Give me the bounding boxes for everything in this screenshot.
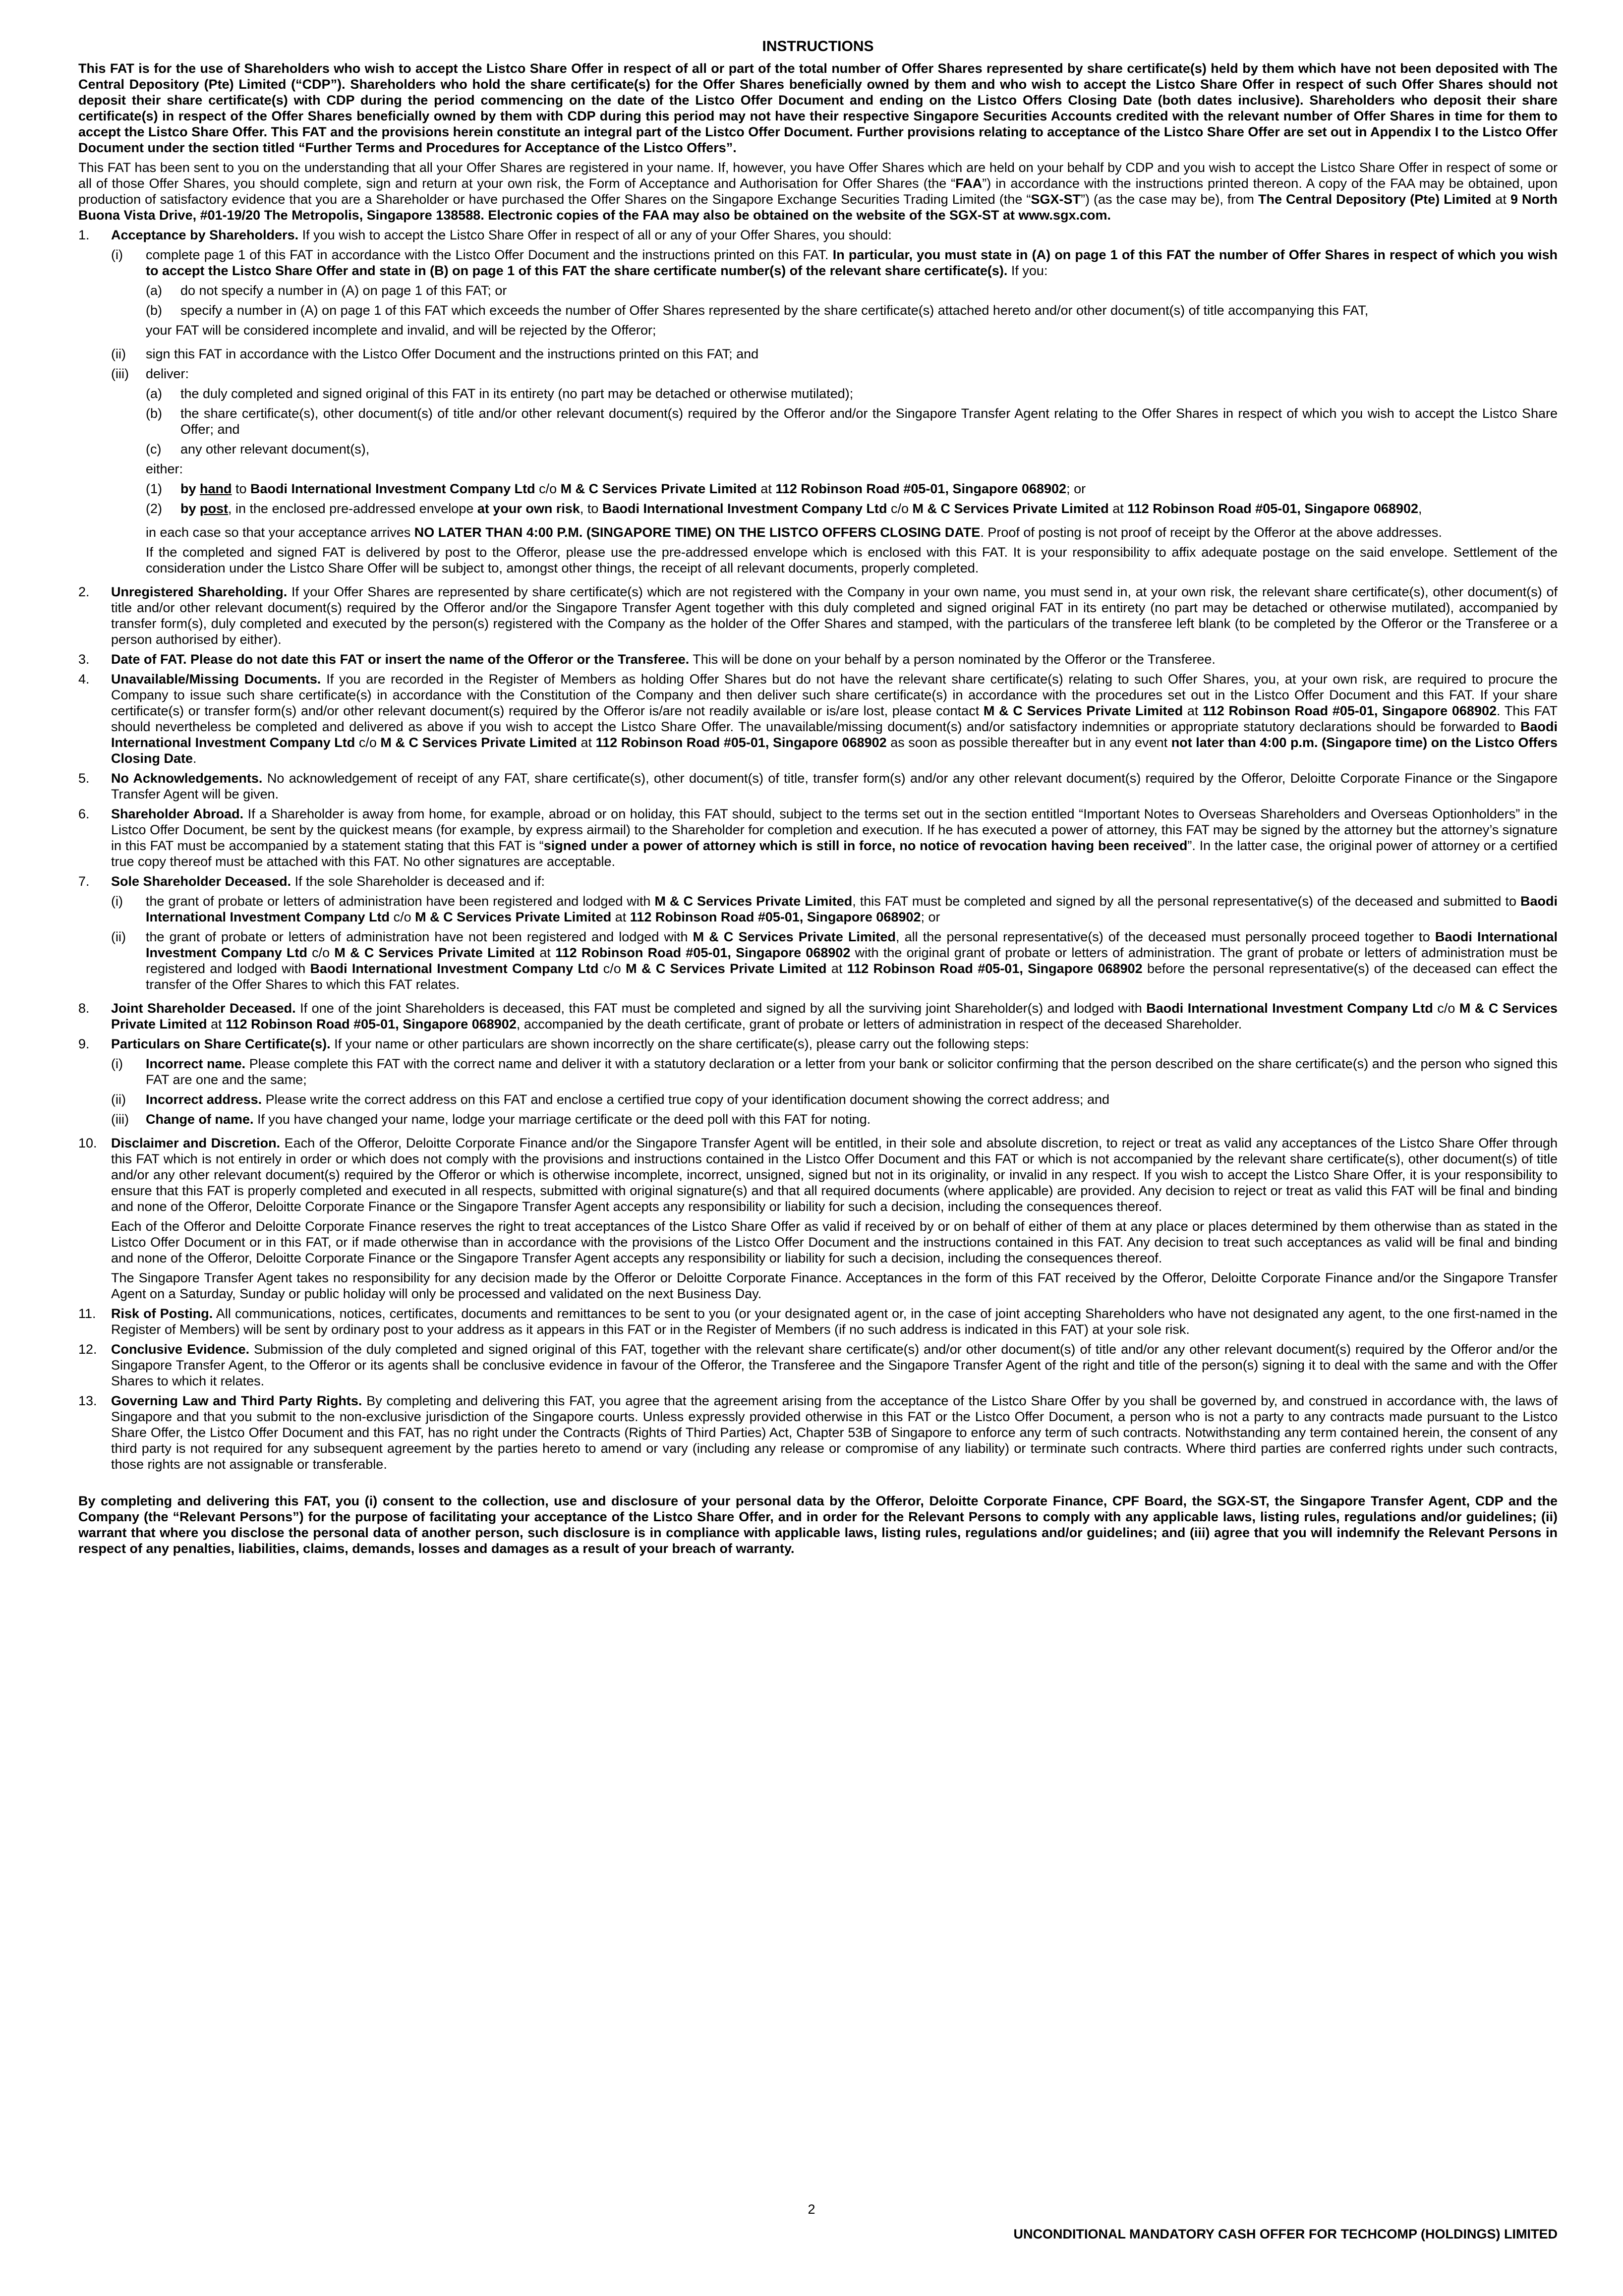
- text: the share certificate(s), other document(s) of title and/or other relevant document(s) required by the Offeror and/or the Singapore Transfer Agent relating to the Offer Shares in respect of which you wish to accept the Listco Share Offer; and: [180, 406, 1558, 437]
- subitem-ii: [111, 1091, 1558, 1107]
- text: , all the personal representative(s) of the deceased must personally proceed together to: [896, 929, 1435, 944]
- text: If a Shareholder is away from home, for example, abroad or on holiday, this FAT should, subject to the terms set out in the section entitled “Important Notes to Overseas Shareholders and Overseas Optionholders” in the Listco Offer Document, be sent by the quickest means (for example, by express airmail) to the Shareholder for completion and execution. If he has executed a power of attorney, this FAT may be signed by the attorney but the attorney’s signature in this FAT must be accompanied by a statement stating that this FAT is “: [111, 806, 1558, 853]
- subitem-number: (c): [146, 442, 162, 457]
- section-heading: Shareholder Abroad.: [111, 806, 244, 821]
- text: All communications, notices, certificates, documents and remittances to be sent to you (or your designated agent or, in the case of joint accepting Shareholders who have not designated any agent, to the one first-named in the Register of Members) will be sent by ordinary post to your address as it appears in this FAT or in the Register of Members (if no such address is indicated in this FAT) at your sole risk.: [111, 1306, 1558, 1337]
- text: at: [535, 945, 556, 960]
- text: c/o: [355, 735, 381, 750]
- subitem-number: (1): [146, 481, 162, 496]
- text: Submission of the duly completed and signed original of this FAT, together with the relevant share certificate(s) and/or other document(s) of title and/or any other relevant document(s) required by the Offeror and/or the Singapore Transfer Agent, to the Offeror or its agents shall be conclusive evidence in favour of the Offeror, the Transferee and the Singapore Transfer Agent of the right and title of the person(s) signing it to deal with the same and with the Offer Shares to which it relates.: [111, 1342, 1558, 1388]
- text: at: [577, 735, 596, 750]
- section-heading: Particulars on Share Certificate(s).: [111, 1036, 331, 1051]
- subitem-number: (a): [146, 386, 162, 401]
- text: c/o: [307, 945, 335, 960]
- deliver-b: [146, 405, 1558, 437]
- section-heading: Sole Shareholder Deceased.: [111, 874, 291, 889]
- text: , accompanied by the death certificate, grant of probate or letters of administration in respect of the deceased Shareholder.: [516, 1017, 1242, 1032]
- subitem-number: (a): [146, 283, 162, 298]
- subitem-number: (iii): [111, 366, 129, 381]
- text: at: [611, 910, 630, 924]
- page-number: 2: [808, 2202, 815, 2217]
- text: No acknowledgement of receipt of any FAT, share certificate(s), other document(s) of title, transfer form(s) and/or any other relevant document(s) required by the Offeror, Deloitte Corporate Finance or the Singapore Transfer Agent will be given.: [111, 771, 1558, 802]
- footer-title: UNCONDITIONAL MANDATORY CASH OFFER FOR TECHCOMP (HOLDINGS) LIMITED: [1013, 2227, 1558, 2241]
- text: the duly completed and signed original of this FAT in its entirety (no part may be detached or otherwise mutilated);: [180, 386, 854, 401]
- text: c/o: [390, 910, 415, 924]
- text: If your name or other particulars are shown incorrectly on the share certificate(s), please carry out the following steps:: [330, 1036, 1029, 1051]
- deliver-c: [146, 441, 1558, 457]
- text: Please write the correct address on this FAT and enclose a certified true copy of your identification document showing the correct address; and: [262, 1092, 1110, 1107]
- text: c/o: [535, 481, 561, 496]
- section-heading: Unregistered Shareholding.: [111, 584, 288, 599]
- section-number: 6.: [78, 806, 90, 821]
- text: .: [193, 751, 197, 766]
- text: at: [756, 481, 776, 496]
- section-heading: No Acknowledgements.: [111, 771, 263, 786]
- text: hand: [200, 481, 232, 496]
- subitem-ii: [111, 346, 1558, 362]
- text: 112 Robinson Road #05-01, Singapore 068902: [775, 481, 1067, 496]
- section-11: [78, 1306, 1558, 1337]
- text: Baodi International Investment Company Ltd: [310, 961, 599, 976]
- text: c/o: [887, 501, 913, 516]
- text: ”. In the latter case, the original power of attorney or a certified true copy thereof must be attached with this FAT. No other signatures are acceptable.: [111, 838, 1558, 869]
- section-number: 4.: [78, 672, 90, 687]
- text: specify a number in (A) on page 1 of this FAT which exceeds the number of Offer Shares represented by the share certificate(s) attached hereto and/or other document(s) of title accompanying this FAT,: [180, 303, 1369, 318]
- section-4: [78, 671, 1558, 766]
- text: If you have changed your name, lodge your marriage certificate or the deed poll with this FAT for noting.: [253, 1112, 871, 1127]
- text: at: [1491, 192, 1510, 207]
- subitem-iii: [111, 366, 1558, 520]
- text: The Singapore Transfer Agent takes no responsibility for any decision made by the Offeror or Deloitte Corporate Finance. Acceptances in the form of this FAT received by the Offeror, Deloitte Corporate Finance and/or the Singapore Transfer Agent on a Saturday, Sunday or public holiday will only be processed and validated on the next Business Day.: [111, 1270, 1558, 1301]
- section-heading: Unavailable/Missing Documents.: [111, 672, 321, 687]
- text: at: [1108, 501, 1128, 516]
- text: Baodi International Investment Company Ltd: [146, 894, 1558, 924]
- text: M & C Services Private Limited: [380, 735, 577, 750]
- text: ”) in accordance with the instructions printed thereon. A copy of the FAA may be obtained, upon production of satisfactory evidence that you are a Shareholder or have purchased the Offer Shares on the Singapore Exchange Securities Trading Limited (the “: [78, 176, 1558, 207]
- text: do not specify a number in (A) on page 1 of this FAT; or: [180, 283, 507, 298]
- arrival-deadline: [146, 524, 1558, 540]
- text: not later than 4:00 p.m. (Singapore time) on the Listco Offers Closing Date: [111, 735, 1558, 766]
- section-1: [78, 227, 1558, 580]
- section-heading: Acceptance by Shareholders.: [111, 228, 299, 242]
- text: the grant of probate or letters of administration have not been registered and lodged with: [146, 929, 693, 944]
- text: M & C Services Private Limited: [654, 894, 853, 909]
- section-2: [78, 584, 1558, 647]
- section-10: [78, 1135, 1558, 1302]
- section-number: 1.: [78, 228, 90, 242]
- document-page: [78, 39, 1558, 1560]
- text: Baodi International Investment Company Ltd: [111, 719, 1558, 750]
- text: at: [207, 1017, 226, 1032]
- subitem-a: [146, 283, 1558, 298]
- subitem-number: (2): [146, 501, 162, 516]
- text: ”) (as the case may be), from: [1080, 192, 1258, 207]
- text: . This FAT should nevertheless be completed and delivered as above if you wish to accept the Listco Share Offer. The unavailable/missing document(s) and/or satisfactory indemnities or appropriate statutory declarations should be forwarded to: [111, 703, 1558, 734]
- page-title: INSTRUCTIONS: [762, 38, 874, 55]
- text: signed under a power of attorney which is still in force, no notice of revocation having been received: [543, 838, 1188, 853]
- text: , in the enclosed pre-addressed envelope: [228, 501, 477, 516]
- subitem-number: (ii): [111, 929, 126, 944]
- text: before the personal representative(s) of the deceased can effect the transfer of the Offer Shares to which this FAT relates.: [146, 961, 1558, 992]
- text: Each of the Offeror and Deloitte Corporate Finance reserves the right to treat acceptances of the Listco Share Offer as valid if received by or on behalf of either of them at any place or places determined by them otherwise than as stated in the Listco Offer Document or in this FAT, or if made otherwise than in accordance with the provisions of the Listco Offer Document and the instructions contained in this FAT. Any decision to treat such acceptances as valid will be final and binding and none of the Offeror, Deloitte Corporate Finance or the Singapore Transfer Agent accepts any responsibility or liability for such a decision, including the consequences thereof.: [111, 1219, 1558, 1265]
- text: If your Offer Shares are represented by share certificate(s) which are not registered with the Company in your own name, you must send in, at your own risk, the relevant share certificate(s), other document(s) of title and/or other relevant document(s) required by the Offeror and/or the Singapore Transfer Agent together with this duly completed and signed original FAT in its entirety (no part may be detached or otherwise mutilated), accompanied by transfer form(s), duly completed and executed by the person(s) registered with the Company as the holder of the Offer Shares and stamped, with the particulars of the transferee left blank (to be completed by the Offeror or the Transferee or a person authorised by either).: [111, 584, 1558, 647]
- section-9: [78, 1036, 1558, 1131]
- text: by: [180, 481, 200, 496]
- text: FAA: [955, 176, 983, 191]
- section-3: [78, 651, 1558, 667]
- text: at: [1183, 703, 1203, 718]
- subitem-i: [111, 247, 1558, 342]
- text: If the sole Shareholder is deceased and if:: [291, 874, 545, 889]
- section-number: 2.: [78, 584, 90, 599]
- intro-notice: This FAT is for the use of Shareholders who wish to accept the Listco Share Offer in respect of all or part of the total number of Offer Shares represented by share certificate(s) held by them which have not been deposited with The Central Depository (Pte) Limited (“CDP”). Shareholders who hold the share certificate(s) for the Offer Shares beneficially owned by them and who wish to accept the Listco Share Offer in respect of such Offer Shares should not deposit their share certificate(s) with CDP during the period commencing on the date of the Listco Offer Document and ending on the Listco Offers Closing Date (both dates inclusive). Shareholders who deposit their share certificate(s) in respect of the Offer Shares beneficially owned by them with CDP during this period may not have their respective Singapore Securities Accounts credited with the relevant number of Offer Shares in time for them to accept the Listco Share Offer. This FAT and the provisions herein constitute an integral part of the Listco Offer Document. Further provisions relating to acceptance of the Listco Share Offer are set out in Appendix I to the Listco Offer Document under the section titled “Further Terms and Procedures for Acceptance of the Listco Offers”.: [78, 61, 1558, 155]
- section-12: [78, 1341, 1558, 1389]
- text: ; or: [1066, 481, 1086, 496]
- text: complete page 1 of this FAT in accordance with the Listco Offer Document and the instructions printed on this FAT.: [146, 247, 833, 262]
- text: sign this FAT in accordance with the Listco Offer Document and the instructions printed on this FAT; and: [146, 346, 759, 361]
- section-number: 7.: [78, 874, 90, 889]
- text: by: [180, 501, 200, 516]
- text: 112 Robinson Road #05-01, Singapore 068902: [226, 1017, 517, 1032]
- text: , to: [580, 501, 602, 516]
- section-heading: Governing Law and Third Party Rights.: [111, 1393, 362, 1408]
- text: with the original grant of probate or letters of administration. The grant of probate or letters of administration must be registered and lodged with: [146, 945, 1558, 976]
- section-number: 9.: [78, 1036, 90, 1051]
- text: in each case so that your acceptance arrives: [146, 525, 414, 540]
- text: . Proof of posting is not proof of receipt by the Offeror at the above addresses.: [980, 525, 1442, 540]
- text: Each of the Offeror, Deloitte Corporate Finance and/or the Singapore Transfer Agent will be entitled, in their sole and absolute discretion, to reject or treat as valid any acceptances of the Listco Share Offer through this FAT which is not entirely in order or which does not comply with the provisions and instructions contained in the Listco Offer Document and this FAT or which is not accompanied by the relevant share certificate(s), other document(s) of title and/or any other relevant document(s) required by the Offeror or which is otherwise incomplete, incorrect, unsigned, signed but not in its originality, or invalid in any respect. If you wish to accept the Listco Share Offer, it is your responsibility to ensure that this FAT is properly completed and executed in all respects, submitted with original signature(s) and that all required documents (where applicable) are provided. Any decision to reject or treat as valid this FAT will be final and binding and none of the Offeror, Deloitte Corporate Finance or the Singapore Transfer Agent accepts any responsibility or liability for such a decision, including the consequences thereof.: [111, 1136, 1558, 1214]
- text: If you wish to accept the Listco Share Offer in respect of all or any of your Offer Shares, you should:: [298, 228, 892, 242]
- subitem-number: (iii): [111, 1112, 129, 1127]
- section-6: [78, 806, 1558, 869]
- text: 112 Robinson Road #05-01, Singapore 068902: [1203, 703, 1497, 718]
- section-heading: Disclaimer and Discretion.: [111, 1136, 281, 1150]
- section-heading: Conclusive Evidence.: [111, 1342, 250, 1357]
- text: 112 Robinson Road #05-01, Singapore 068902: [595, 735, 887, 750]
- text: the grant of probate or letters of administration have been registered and lodged with: [146, 894, 655, 909]
- text: Baodi International Investment Company Ltd: [146, 929, 1558, 960]
- text: 112 Robinson Road #05-01, Singapore 068902: [555, 945, 851, 960]
- subitem-b: [146, 302, 1558, 318]
- text: ; or: [921, 910, 940, 924]
- section-heading: Joint Shareholder Deceased.: [111, 1001, 296, 1016]
- text: your FAT will be considered incomplete and invalid, and will be rejected by the Offeror;: [146, 323, 656, 338]
- text: 9 North Buona Vista Drive, #01-19/20 The Metropolis, Singapore 138588. Electronic copies of the FAA may also be obtained on the website of the SGX-ST at www.sgx.com.: [78, 192, 1558, 223]
- text: Baodi International Investment Company Ltd: [602, 501, 887, 516]
- text: c/o: [1433, 1001, 1459, 1016]
- text: M & C Services Private Limited: [334, 945, 535, 960]
- text: This FAT has been sent to you on the understanding that all your Offer Shares are registered in your name. If, however, you have Offer Shares which are held on your behalf by CDP and you wish to accept the Listco Share Offer in respect of some or all of those Offer Shares, you should complete, sign and return at your own risk, the Form of Acceptance and Authorisation for Offer Shares (the “: [78, 160, 1558, 191]
- text: If you:: [1007, 263, 1048, 278]
- text: 112 Robinson Road #05-01, Singapore 068902: [630, 910, 921, 924]
- subitem-iii: [111, 1111, 1558, 1127]
- text: 112 Robinson Road #05-01, Singapore 068902: [1127, 501, 1418, 516]
- text: as soon as possible thereafter but in any event: [886, 735, 1171, 750]
- text: any other relevant document(s),: [180, 442, 370, 457]
- text: M & C Services Private Limited: [111, 1001, 1558, 1032]
- subitem-i: [111, 1056, 1558, 1088]
- subitem-number: (ii): [111, 1092, 126, 1107]
- text: at: [826, 961, 847, 976]
- section-7: [78, 873, 1558, 996]
- subitem-number: (i): [111, 894, 123, 909]
- section-number: 3.: [78, 652, 90, 667]
- text: at your own risk: [477, 501, 580, 516]
- text: The Central Depository (Pte) Limited: [1258, 192, 1492, 207]
- deliver-a: [146, 386, 1558, 402]
- text: M & C Services Private Limited: [626, 961, 827, 976]
- section-13: [78, 1393, 1558, 1472]
- subitem-number: (b): [146, 406, 162, 421]
- by-hand: [146, 481, 1558, 497]
- text: NO LATER THAN 4:00 P.M. (SINGAPORE TIME) ON THE LISTCO OFFERS CLOSING DATE: [414, 525, 981, 540]
- text: Please complete this FAT with the correct name and deliver it with a statutory declaration or a letter from your bank or solicitor confirming that the person described on the share certificate(s) and the person who signed this FAT are one and the same;: [146, 1056, 1558, 1087]
- subitem-number: (i): [111, 247, 123, 262]
- text: post: [200, 501, 229, 516]
- text: This will be done on your behalf by a person nominated by the Offeror or the Transferee.: [689, 652, 1216, 667]
- section-number: 13.: [78, 1393, 97, 1408]
- text: , this FAT must be completed and signed by all the personal representative(s) of the deceased and submitted to: [852, 894, 1520, 909]
- text: If you are recorded in the Register of Members as holding Offer Shares but do not have the relevant share certificate(s) relating to such Offer Shares, you, at your own risk, are required to procure the Company to issue such share certificate(s) in accordance with the Constitution of the Company and then deliver such share certificate(s) in accordance with the procedures set out in the Listco Offer Document and this FAT. If your share certificate(s) or transfer form(s) and/or other relevant document(s) required by the Offeror is/are not readily available or is/are lost, please contact: [111, 672, 1558, 718]
- text: ,: [1418, 501, 1422, 516]
- subitem-number: (ii): [111, 346, 126, 361]
- section-5: [78, 770, 1558, 802]
- intro-paragraph: [78, 160, 1558, 223]
- text: M & C Services Private Limited: [415, 910, 612, 924]
- text: M & C Services Private Limited: [560, 481, 757, 496]
- section-number: 11.: [78, 1306, 96, 1321]
- text: M & C Services Private Limited: [983, 703, 1183, 718]
- section-number: 5.: [78, 771, 90, 786]
- text: either:: [146, 461, 183, 476]
- text: Baodi International Investment Company Ltd: [250, 481, 535, 496]
- text: Baodi International Investment Company Ltd: [1146, 1001, 1433, 1016]
- text: Incorrect address.: [146, 1092, 262, 1107]
- section-number: 8.: [78, 1001, 90, 1016]
- text: Change of name.: [146, 1112, 254, 1127]
- subitem-number: (b): [146, 303, 162, 318]
- subitem-number: (i): [111, 1056, 123, 1071]
- text: By completing and delivering this FAT, you agree that the agreement arising from the acceptance of the Listco Share Offer by you shall be governed by, and construed in accordance with, the laws of Singapore and that you submit to the non-exclusive jurisdiction of the Singapore courts. Unless expressly provided otherwise in this FAT or the Listco Offer Document, a person who is not a party to any contracts made pursuant to the Listco Share Offer, the Listco Offer Document and this FAT, has no right under the Contracts (Rights of Third Parties) Act, Chapter 53B of Singapore to enforce any term of such contracts. Notwithstanding any term contained herein, the consent of any third party is not required for any subsequent agreement by the parties hereto to amend or vary (including any release or compromise of any liability) or terminate such contracts. Where third parties are conferred rights under such contracts, those rights are not assignable or transferable.: [111, 1393, 1558, 1472]
- text: M & C Services Private Limited: [912, 501, 1109, 516]
- text: If one of the joint Shareholders is deceased, this FAT must be completed and signed by all the surviving joint Shareholder(s) and lodged with: [295, 1001, 1147, 1016]
- subitem-ii: [111, 929, 1558, 992]
- text: Incorrect name.: [146, 1056, 246, 1071]
- post-note: If the completed and signed FAT is delivered by post to the Offeror, please use the pre-addressed envelope which is enclosed with this FAT. It is your responsibility to affix adequate postage on the said envelope. Settlement of the consideration under the Listco Share Offer will be subject to, amongst other things, the receipt of all relevant documents, properly completed.: [146, 545, 1558, 575]
- text: 112 Robinson Road #05-01, Singapore 068902: [847, 961, 1143, 976]
- personal-data-consent: By completing and delivering this FAT, you (i) consent to the collection, use and disclosure of your personal data by the Offeror, Deloitte Corporate Finance, CPF Board, the SGX-ST, the Singapore Transfer Agent, CDP and the Company (the “Relevant Persons”) for the purpose of facilitating your acceptance of the Listco Share Offer, and in order for the Relevant Persons to comply with any applicable laws, listing rules, regulations and/or guidelines; (ii) warrant that where you disclose the personal data of another person, such disclosure is in compliance with applicable laws, listing rules, regulations and/or guidelines; and (iii) agree that you will indemnify the Relevant Persons in respect of any penalties, liabilities, claims, demands, losses and damages as a result of your breach of warranty.: [78, 1493, 1558, 1556]
- section-number: 12.: [78, 1342, 97, 1357]
- text: c/o: [598, 961, 626, 976]
- subitem-i: [111, 893, 1558, 925]
- section-heading: Risk of Posting.: [111, 1306, 213, 1321]
- section-number: 10.: [78, 1136, 97, 1150]
- section-8: [78, 1000, 1558, 1032]
- text: M & C Services Private Limited: [693, 929, 896, 944]
- by-post: [146, 501, 1558, 517]
- section-heading: Date of FAT. Please do not date this FAT or insert the name of the Offeror or the Transferee.: [111, 652, 690, 667]
- text: In particular, you must state in (A) on page 1 of this FAT the number of Offer Shares in respect of which you wish to accept the Listco Share Offer and state in (B) on page 1 of this FAT the share certificate number(s) of the relevant share certificate(s).: [146, 247, 1558, 278]
- text: deliver:: [146, 366, 189, 381]
- text: SGX-ST: [1031, 192, 1081, 207]
- text: to: [232, 481, 251, 496]
